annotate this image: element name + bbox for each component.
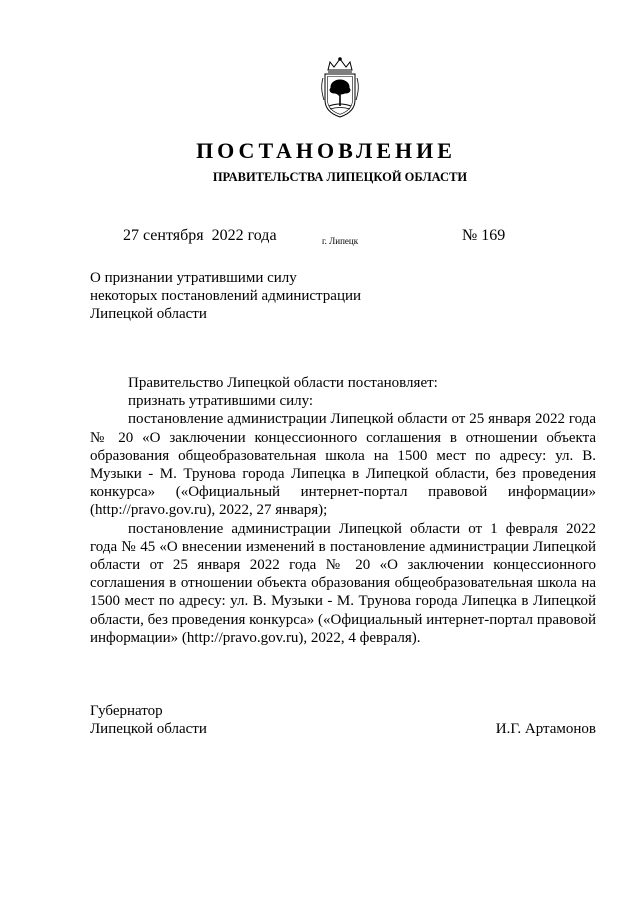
position-line: Липецкой области bbox=[90, 721, 207, 737]
body-paragraph: постановление администрации Липецкой области от 1 февраля 2022 года № 45 «О внесении изменений в постановление администрации Липецкой области от 25 января 2022 года № 20 «О заключении концессионного соглашения в отношении объекта образования общеобразовательная школа на 1500 мест по адресу: ул. В. Музыки - М. Трунова города Липецка в Липецкой области, без проведения конкурса» («Официальный интернет-портал правовой информации» (http://pravo.gov.ru), 2022, 4 февраля). bbox=[90, 520, 596, 646]
document-body bbox=[90, 374, 596, 647]
subject-line: Липецкой области bbox=[90, 306, 207, 322]
signatory-position bbox=[90, 702, 207, 738]
body-paragraph: постановление администрации Липецкой области от 25 января 2022 года № 20 «О заключении концессионного соглашения в отношении объекта образования общеобразовательная школа на 1500 мест по адресу: ул. В. Музыки - М. Трунова города Липецка в Липецкой области, без проведения конкурса» («Официальный интернет-портал правовой информации» (http://pravo.gov.ru), 2022, 27 января); bbox=[90, 411, 596, 519]
position-line: Губернатор bbox=[90, 703, 163, 719]
subject-line: некоторых постановлений администрации bbox=[90, 288, 362, 304]
document-subject bbox=[90, 269, 361, 323]
subject-line: О признании утратившими силу bbox=[90, 270, 297, 286]
lipetsk-region-coat-of-arms-icon bbox=[318, 56, 362, 120]
document-place: г. Липецк bbox=[322, 236, 359, 246]
document-date: 27 сентября 2022 года bbox=[123, 227, 277, 244]
document-title: ПОСТАНОВЛЕНИЕ bbox=[196, 138, 456, 163]
document-subtitle: ПРАВИТЕЛЬСТВА ЛИПЕЦКОЙ ОБЛАСТИ bbox=[212, 170, 468, 184]
signatory-name: И.Г. Артамонов bbox=[495, 721, 596, 737]
body-paragraph: Правительство Липецкой области постановляет: bbox=[128, 375, 438, 391]
body-paragraph: признать утратившими силу: bbox=[128, 393, 314, 410]
document-number: № 169 bbox=[462, 227, 506, 244]
